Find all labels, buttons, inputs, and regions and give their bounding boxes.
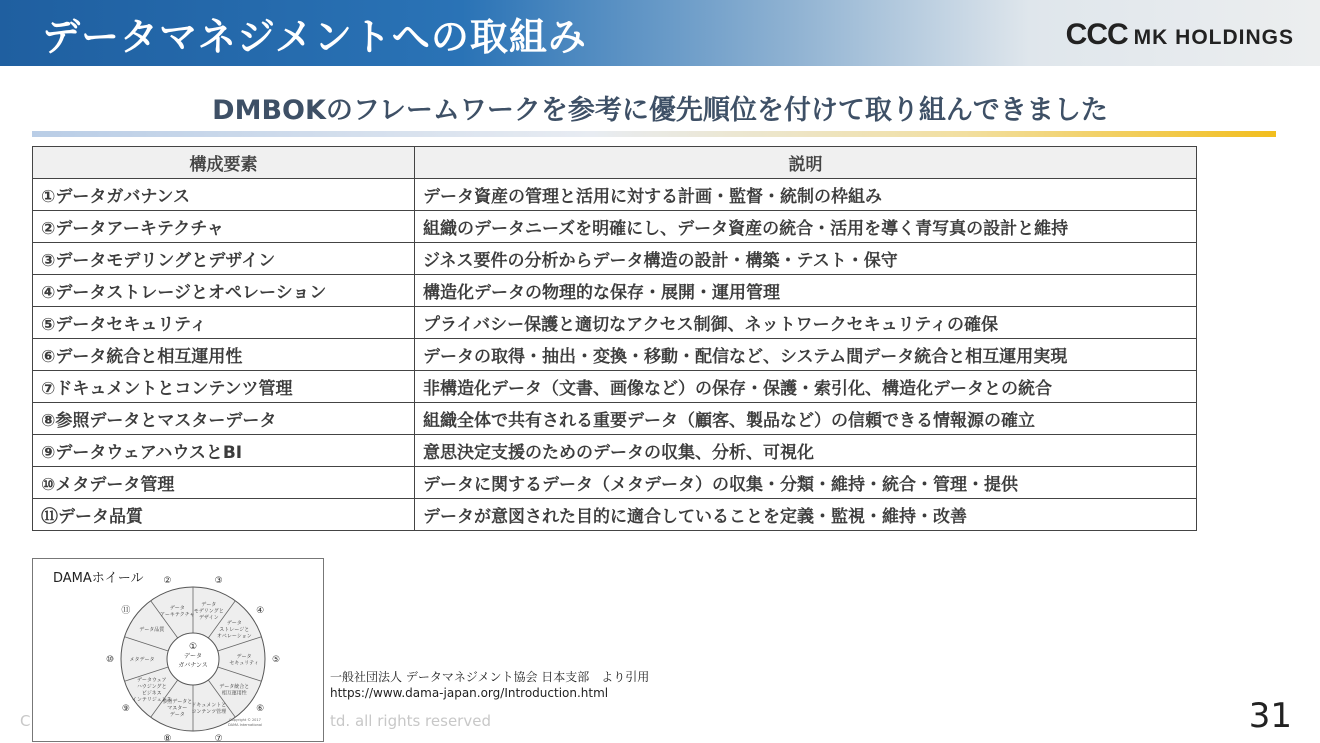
wheel-segment-text: アーキテクチャ — [159, 611, 195, 618]
wheel-segment-text: セキュリティ — [229, 660, 259, 667]
wheel-segment-number: ⑤ — [271, 655, 281, 665]
copyright-start: C — [20, 712, 31, 730]
table-row — [33, 371, 1197, 403]
description-cell: 構造化データの物理的な保存・展開・運用管理 — [415, 275, 1197, 307]
column-header-component: 構成要素 — [33, 147, 415, 179]
page-title: データマネジメントへの取組み — [42, 15, 587, 59]
gradient-divider — [32, 131, 1276, 137]
wheel-segment-text: モデリングと — [193, 608, 224, 615]
logo-ccc: CCC — [1065, 18, 1128, 51]
wheel-center-text: ガバナンス — [178, 662, 208, 669]
description-cell: データの取得・抽出・変換・移動・配信など、システム間データ統合と相互運用実現 — [415, 339, 1197, 371]
wheel-center-text: ① — [188, 642, 198, 652]
wheel-segment-text: デザイン — [198, 615, 219, 622]
wheel-segment-text: データ — [201, 602, 217, 609]
copyright-end: td. all rights reserved — [330, 712, 491, 730]
source-url: https://www.dama-japan.org/Introduction.html — [330, 686, 609, 700]
dmbok-table — [32, 146, 1197, 531]
wheel-segment-number: ⑨ — [121, 703, 130, 714]
wheel-segment-number: ⑦ — [214, 733, 223, 741]
component-cell: ⑪データ品質 — [33, 499, 415, 531]
table-row — [33, 403, 1197, 435]
wheel-segment-number: ④ — [256, 606, 265, 617]
wheel-segment-number: ⑧ — [163, 733, 172, 741]
wheel-segment-text: データ統合と — [219, 683, 250, 690]
wheel-center-text: データ — [183, 653, 203, 660]
wheel-segment-number: ⑥ — [256, 703, 265, 714]
wheel-segment-text: コンテンツ管理 — [191, 708, 227, 715]
wheel-segment-text: ビジネス — [141, 690, 162, 697]
table-row — [33, 499, 1197, 531]
wheel-segment-text: ドキュメントと — [191, 702, 227, 709]
wheel-segment-number: ③ — [214, 576, 223, 587]
component-cell: ⑧参照データとマスターデータ — [33, 403, 415, 435]
component-cell: ⑦ドキュメントとコンテンツ管理 — [33, 371, 415, 403]
wheel-segment-text: ストレージと — [219, 627, 250, 634]
wheel-segment-text: データ品質 — [139, 627, 165, 634]
wheel-segment-text: データ — [169, 605, 185, 612]
dama-wheel-figure — [32, 558, 324, 742]
wheel-segment-text: メタデータ — [129, 657, 155, 663]
description-cell: 組織のデータニーズを明確にし、データ資産の統合・活用を導く青写真の設計と維持 — [415, 211, 1197, 243]
wheel-segment-number: ② — [163, 576, 172, 587]
wheel-segment-text: オペレーション — [216, 633, 252, 640]
wheel-segment-text: 相互運用性 — [221, 690, 247, 697]
table-row — [33, 467, 1197, 499]
table-row — [33, 275, 1197, 307]
component-cell: ③データモデリングとデザイン — [33, 243, 415, 275]
wheel-segment-text: データ — [226, 620, 242, 627]
logo-mk-holdings: MK HOLDINGS — [1133, 26, 1294, 49]
component-cell: ②データアーキテクチャ — [33, 211, 415, 243]
table-header-row — [33, 147, 1197, 179]
wheel-label: DAMAホイール — [53, 571, 144, 586]
column-header-description: 説明 — [415, 147, 1197, 179]
wheel-segment-number: ⑪ — [121, 606, 131, 617]
wheel-copyright: DAMA International — [228, 723, 262, 727]
company-logo — [1066, 18, 1294, 52]
table-row — [33, 435, 1197, 467]
description-cell: プライバシー保護と適切なアクセス制御、ネットワークセキュリティの確保 — [415, 307, 1197, 339]
wheel-segment-text: インテリジェンス — [131, 696, 172, 703]
component-cell: ⑩メタデータ管理 — [33, 467, 415, 499]
wheel-segment-text: データ — [236, 653, 252, 660]
component-cell: ④データストレージとオペレーション — [33, 275, 415, 307]
wheel-segment-text: 参照データと — [162, 699, 193, 706]
source-citation: 一般社団法人 データマネジメント協会 日本支部 より引用 — [330, 670, 650, 684]
description-cell: データが意図された目的に適合していることを定義・監視・維持・改善 — [415, 499, 1197, 531]
table-row — [33, 179, 1197, 211]
wheel-segment-text: マスター — [167, 705, 188, 712]
page-number: 31 — [1248, 696, 1292, 736]
description-cell: データ資産の管理と活用に対する計画・監督・統制の枠組み — [415, 179, 1197, 211]
slide-subtitle: DMBOKのフレームワークを参考に優先順位を付けて取り組んできました — [212, 95, 1108, 126]
wheel-segment-text: データ — [169, 712, 185, 719]
wheel-segment-number: ⑩ — [105, 655, 115, 665]
description-cell: 組織全体で共有される重要データ（顧客、製品など）の信頼できる情報源の確立 — [415, 403, 1197, 435]
description-cell: データに関するデータ（メタデータ）の収集・分類・維持・統合・管理・提供 — [415, 467, 1197, 499]
component-cell: ⑨データウェアハウスとBI — [33, 435, 415, 467]
table-row — [33, 243, 1197, 275]
table-row — [33, 211, 1197, 243]
table-row — [33, 307, 1197, 339]
dama-wheel-diagram — [33, 559, 323, 741]
table-row — [33, 339, 1197, 371]
component-cell: ①データガバナンス — [33, 179, 415, 211]
header-bar — [0, 0, 1320, 66]
component-cell: ⑤データセキュリティ — [33, 307, 415, 339]
wheel-segment-text: データウェア — [136, 677, 167, 684]
description-cell: ジネス要件の分析からデータ構造の設計・構築・テスト・保守 — [415, 243, 1197, 275]
description-cell: 意思決定支援のためのデータの収集、分析、可視化 — [415, 435, 1197, 467]
component-cell: ⑥データ統合と相互運用性 — [33, 339, 415, 371]
wheel-segment-text: ハウジングと — [136, 683, 167, 690]
wheel-copyright: Copyright © 2017 — [229, 718, 261, 722]
description-cell: 非構造化データ（文書、画像など）の保存・保護・索引化、構造化データとの統合 — [415, 371, 1197, 403]
